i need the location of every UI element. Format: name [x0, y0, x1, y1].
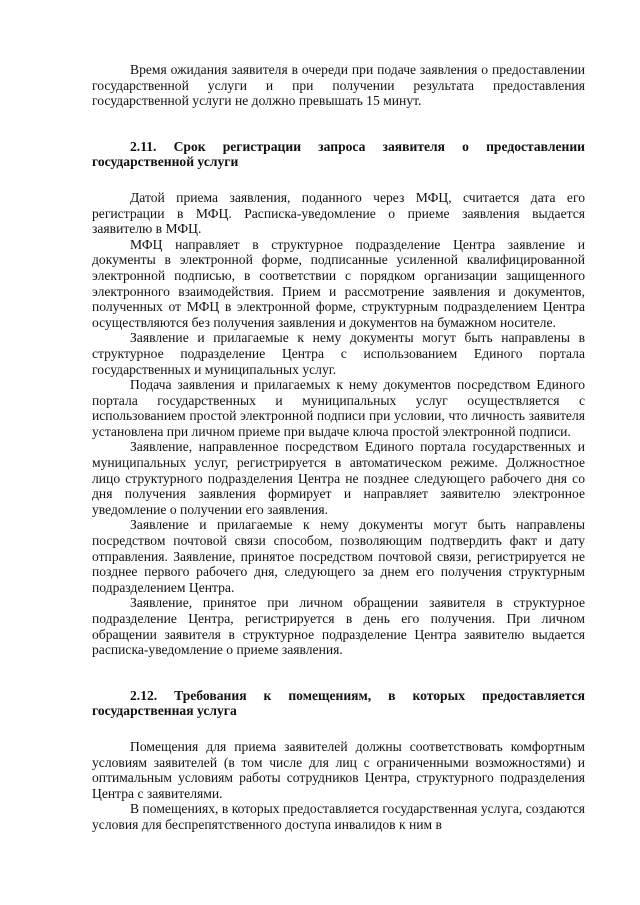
- section-2-12-heading: 2.12. Требования к помещениям, в которых предоставляется государственная услуга: [92, 687, 585, 719]
- document-page: [92, 62, 585, 833]
- section-2-11-body: [92, 190, 585, 658]
- spacer: [92, 170, 585, 190]
- paragraph: В помещениях, в которых предоставляется государственная услуга, создаются условия для беспрепятственного доступа инвалидов к ним в: [92, 801, 585, 832]
- paragraph: Заявление, направленное посредством Единого портала государственных и муниципальных услуг, регистрируется в автоматическом режиме. Должностное лицо структурного подразделения Центра не позднее следующего рабочего дня со дня получения заявления формирует и направляет заявителю электронное уведомление о получении его заявления.: [92, 439, 585, 517]
- intro-paragraph: Время ожидания заявителя в очереди при подаче заявления о предоставлении государственной услуги и при получении результата предоставления государственной услуги не должно превышать 15 минут.: [92, 62, 585, 109]
- paragraph: Заявление, принятое при личном обращении заявителя в структурное подразделение Центра, регистрируется в день его получения. При личном обращении заявителя в структурное подразделение Центра заявителю выдается расписка-уведомление о приеме заявления.: [92, 595, 585, 658]
- section-2-12-body: [92, 739, 585, 833]
- paragraph: МФЦ направляет в структурное подразделение Центра заявление и документы в электронной форме, подписанные усиленной квалифицированной электронной подписью, в соответствии с порядком организации защищенного электронного взаимодействия. Прием и рассмотрение заявления и документов, полученных от МФЦ в электронной форме, структурным подразделением Центра осуществляются без получения заявления и документов на бумажном носителе.: [92, 236, 585, 330]
- paragraph: Заявление и прилагаемые к нему документы могут быть направлены в структурное подразделение Центра с использованием Единого портала государственных и муниципальных услуг.: [92, 330, 585, 377]
- paragraph: Подача заявления и прилагаемых к нему документов посредством Единого портала государственных и муниципальных услуг осуществляется с использованием простой электронной подписи при условии, что личность заявителя установлена при личном приеме при выдаче ключа простой электронной подписи.: [92, 377, 585, 439]
- spacer: [92, 719, 585, 739]
- paragraph: Датой приема заявления, поданного через МФЦ, считается дата его регистрации в МФЦ. Расписка-уведомление о приеме заявления выдается заявителю в МФЦ.: [92, 189, 585, 237]
- section-2-11-heading: 2.11. Срок регистрации запроса заявителя о предоставлении государственной услуги: [92, 138, 585, 170]
- paragraph: Помещения для приема заявителей должны соответствовать комфортным условиям заявителей (в том числе для лиц с ограниченными возможностями) и оптимальным условиям работы сотрудников Центра, структурного подразделения Центра с заявителями.: [92, 738, 585, 801]
- spacer: [92, 658, 585, 688]
- spacer: [92, 109, 585, 139]
- paragraph: Заявление и прилагаемые к нему документы могут быть направлены посредством почтовой связи способом, позволяющим подтвердить факт и дату отправления. Заявление, принятое посредством почтовой связи, регистрируется не позднее первого рабочего дня, следующего за днем его получения структурным подразделением Центра.: [92, 517, 585, 595]
